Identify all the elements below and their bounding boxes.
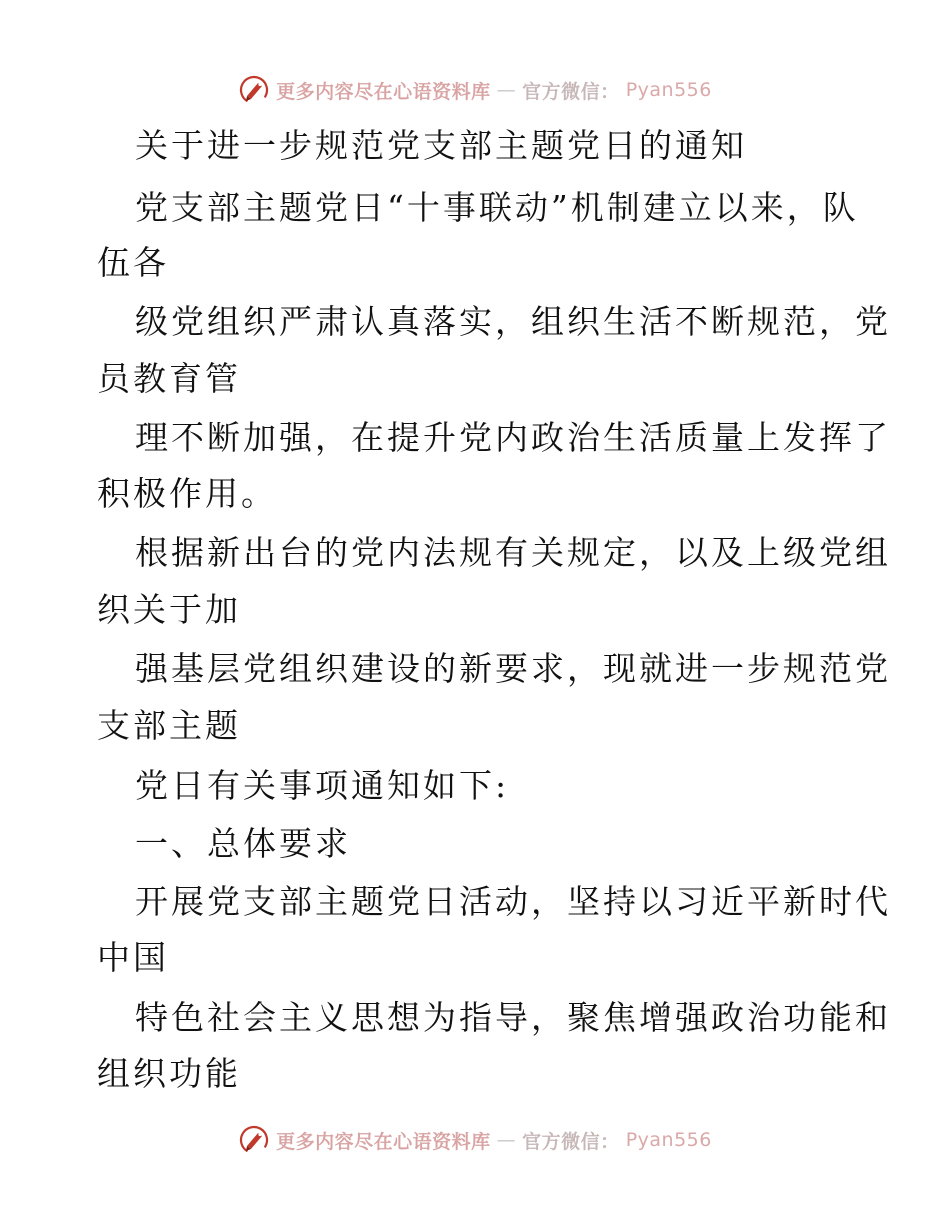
watermark-wechat-label: 官方微信：	[522, 80, 620, 103]
section-heading: 一、总体要求	[135, 824, 351, 863]
footer-watermark	[0, 1120, 950, 1160]
watermark-dash: —	[496, 79, 517, 101]
paragraph-line: 伍各	[97, 243, 169, 282]
paragraph-line: 员教育管	[97, 359, 241, 398]
paragraph-line: 织关于加	[97, 590, 241, 629]
paragraph-line: 强基层党组织建设的新要求，现就进一步规范党	[135, 649, 891, 688]
paragraph-line: 积极作用。	[97, 474, 277, 513]
pen-logo-icon	[238, 1124, 270, 1156]
paragraph-line: 中国	[97, 938, 169, 977]
paragraph-line: 支部主题	[97, 706, 241, 745]
paragraph-line: 党日有关事项通知如下:	[135, 766, 510, 805]
paragraph-line: 级党组织严肃认真落实，组织生活不断规范，党	[135, 302, 891, 341]
document-title: 关于进一步规范党支部主题党日的通知	[135, 126, 747, 165]
paragraph-line: 理不断加强，在提升党内政治生活质量上发挥了	[135, 418, 891, 457]
watermark-dash: —	[496, 1129, 517, 1151]
paragraph-line: 开展党支部主题党日活动，坚持以习近平新时代	[135, 882, 891, 921]
watermark-account: Pyan556	[625, 1129, 712, 1151]
paragraph-line: 根据新出台的党内法规有关规定，以及上级党组	[135, 533, 891, 572]
watermark-slogan: 更多内容尽在心语资料库	[276, 1130, 491, 1153]
watermark-account: Pyan556	[625, 79, 712, 101]
paragraph-line: 特色社会主义思想为指导，聚焦增强政治功能和	[135, 998, 891, 1037]
paragraph-line: 党支部主题党日“十事联动”机制建立以来，队	[135, 188, 859, 227]
paragraph-line: 组织功能	[97, 1054, 241, 1093]
watermark-wechat-label: 官方微信：	[522, 1130, 620, 1153]
watermark-slogan: 更多内容尽在心语资料库	[276, 80, 491, 103]
